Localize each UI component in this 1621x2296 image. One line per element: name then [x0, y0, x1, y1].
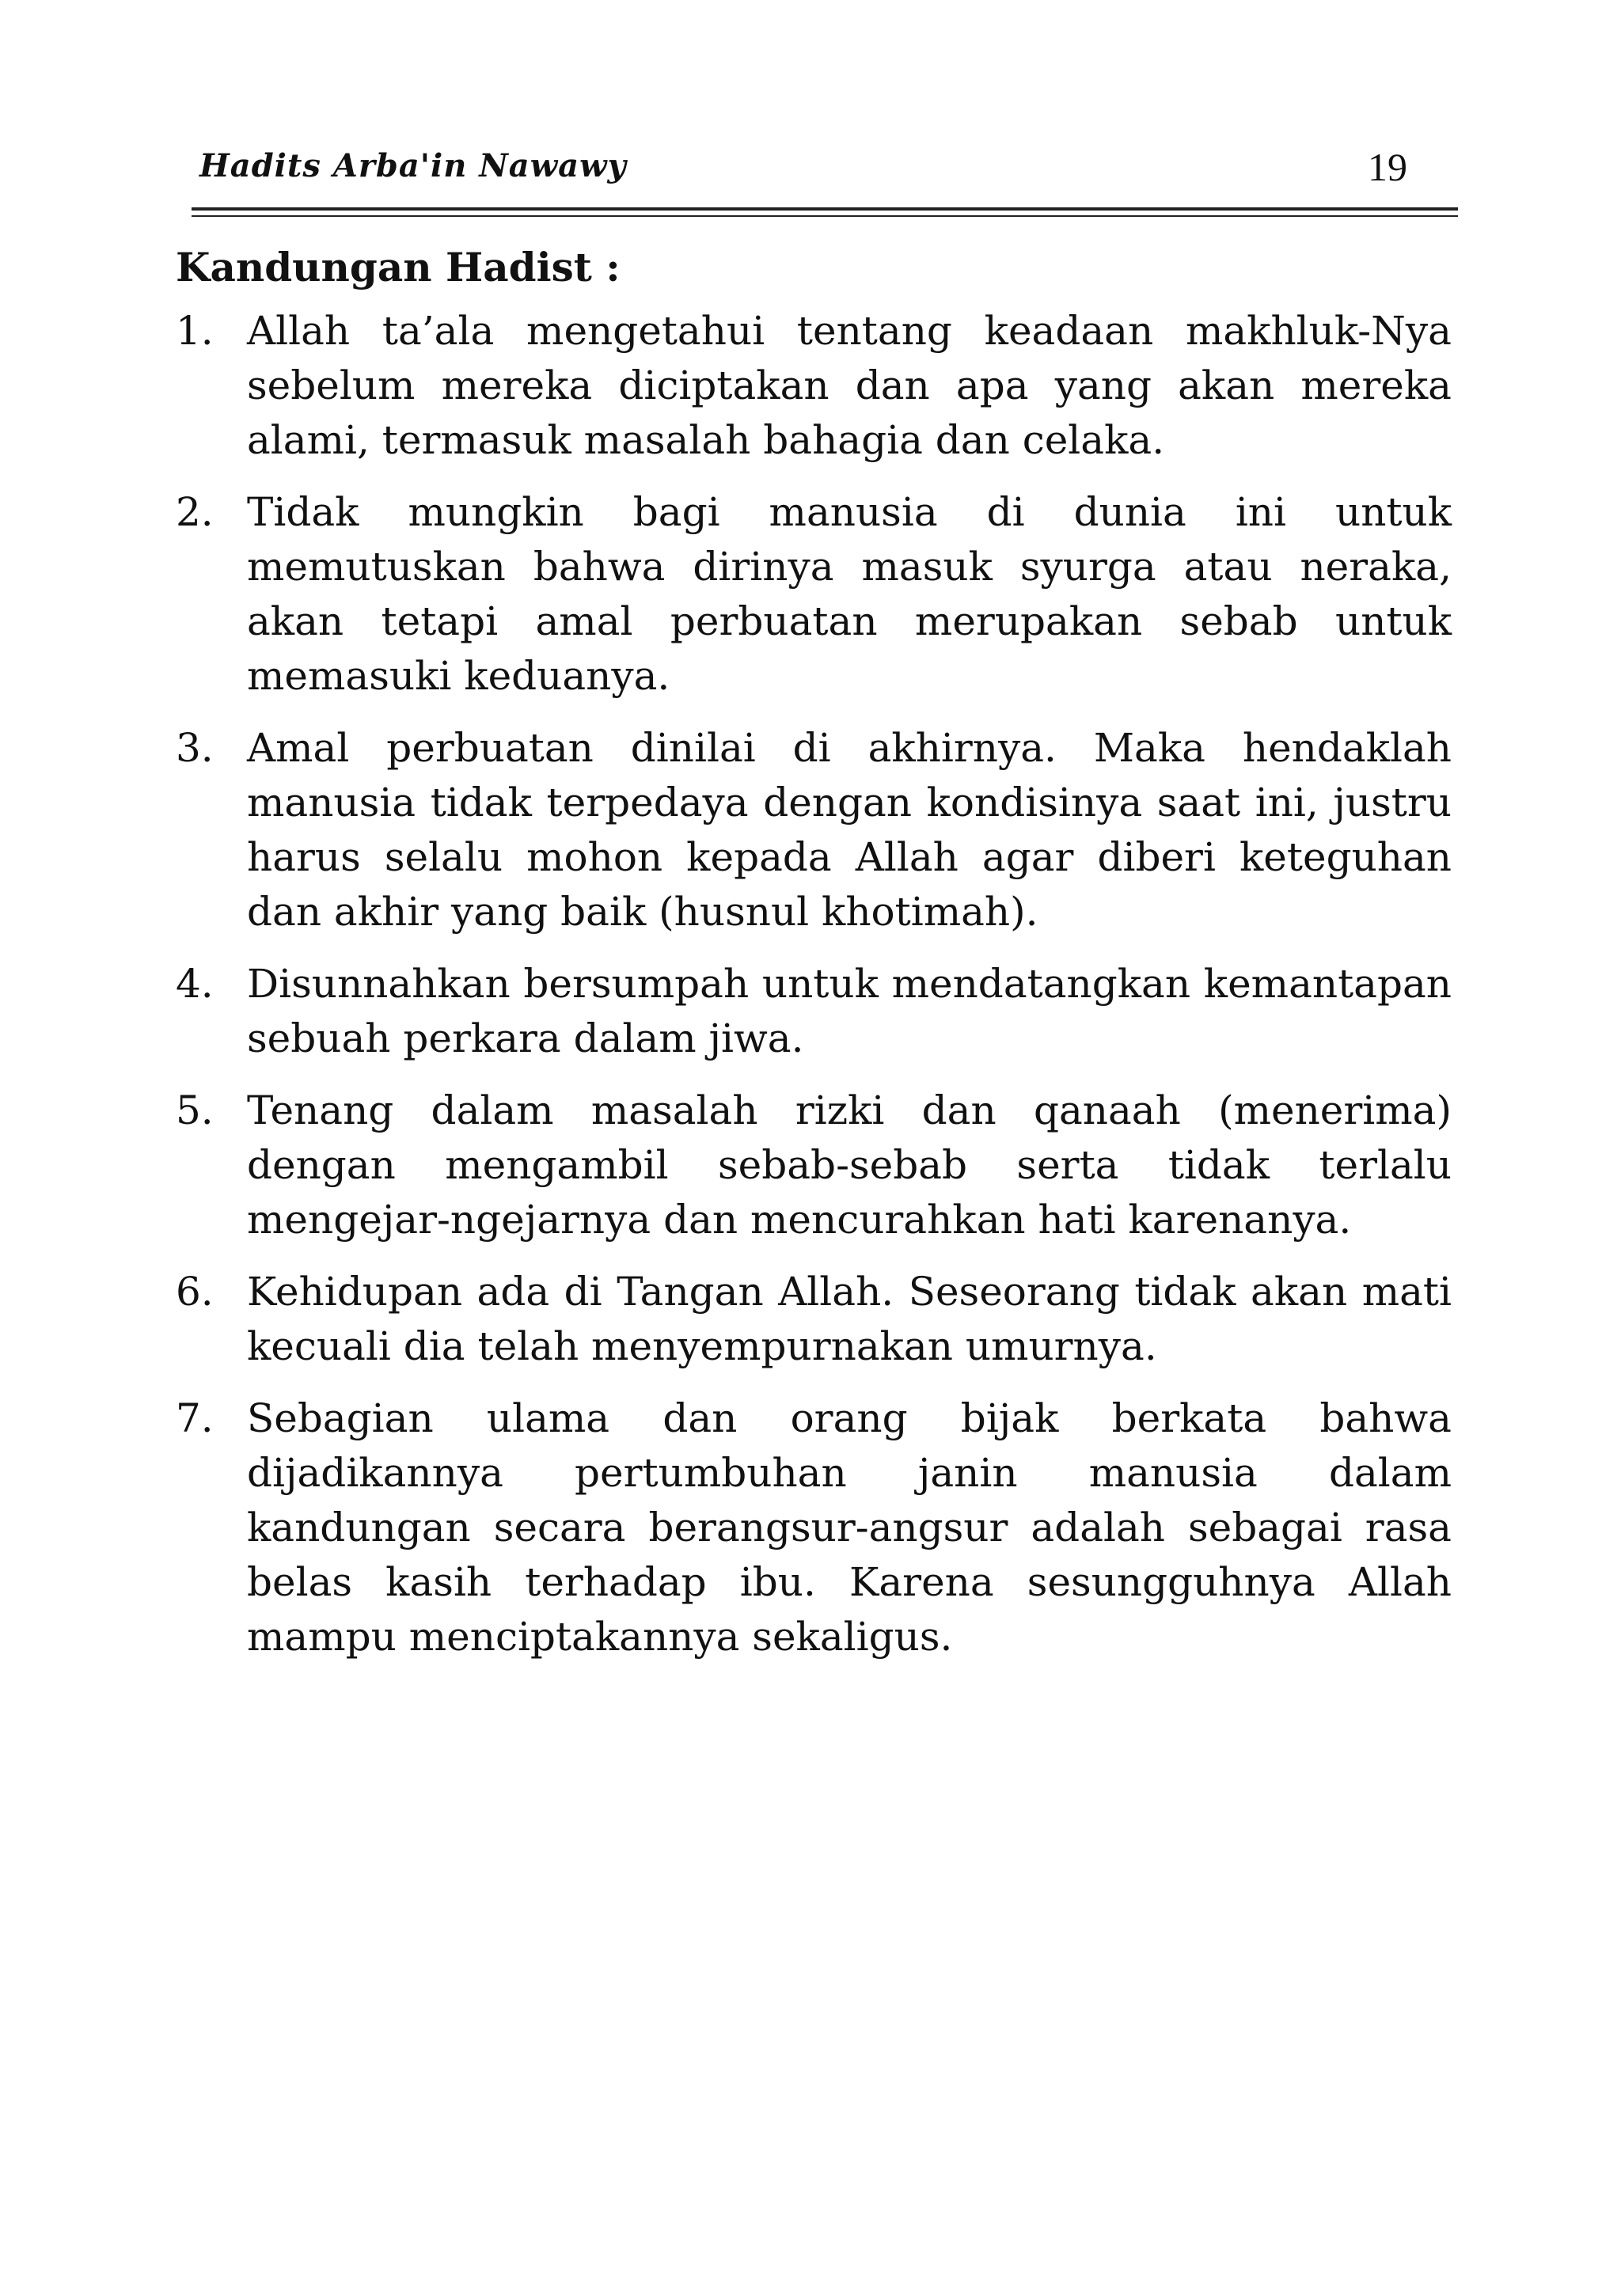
page-number: 19 — [1368, 145, 1407, 189]
list-item-text: Sebagian ulama dan orang bijak berkata bahwa dijadikannya pertumbuhan janin manusia dalam kandungan secara berangsur-angsur adalah sebagai rasa belas kasih terhadap ibu. Karena sesungguhnya Allah mampu menciptakannya sekaligus. — [247, 1395, 1452, 1660]
list-item — [176, 721, 1452, 939]
running-title: Hadits Arba'in Nawawy — [199, 147, 627, 184]
list-item-number: 2. — [176, 489, 214, 535]
list-item — [176, 1265, 1452, 1374]
list-item-text: Amal perbuatan dinilai di akhirnya. Maka hendaklah manusia tidak terpedaya dengan kondisinya saat ini, justru harus selalu mohon kepada Allah agar diberi keteguhan dan akhir yang baik (husnul khotimah). — [247, 725, 1452, 935]
list-item-text: Kehidupan ada di Tangan Allah. Seseorang tidak akan mati kecuali dia telah menyempurnakan umurnya. — [247, 1269, 1452, 1369]
list-item-text: Tidak mungkin bagi manusia di dunia ini untuk memutuskan bahwa dirinya masuk syurga atau neraka, akan tetapi amal perbuatan merupakan sebab untuk memasuki keduanya. — [247, 489, 1452, 699]
header-rule-thick — [192, 207, 1458, 211]
list-item-number: 1. — [176, 308, 214, 354]
list-item-text: Allah ta’ala mengetahui tentang keadaan makhluk-Nya sebelum mereka diciptakan dan apa yang akan mereka alami, termasuk masalah bahagia dan celaka. — [247, 308, 1452, 463]
page-content — [176, 237, 1452, 1682]
list-item-text: Tenang dalam masalah rizki dan qanaah (menerima) dengan mengambil sebab-sebab serta tidak terlalu mengejar-ngejarnya dan mencurahkan hati karenanya. — [247, 1087, 1452, 1243]
list-item-number: 4. — [176, 961, 214, 1007]
list-item-text: Disunnahkan bersumpah untuk mendatangkan kemantapan sebuah perkara dalam jiwa. — [247, 961, 1452, 1061]
list-item — [176, 485, 1452, 704]
page-header — [196, 141, 1456, 206]
header-rule-thin — [192, 215, 1458, 217]
list-item — [176, 957, 1452, 1066]
points-list — [176, 304, 1452, 1664]
list-item-number: 7. — [176, 1395, 214, 1441]
list-item — [176, 1391, 1452, 1664]
list-item — [176, 1083, 1452, 1247]
list-item-number: 6. — [176, 1269, 214, 1315]
list-item-number: 3. — [176, 725, 214, 771]
list-item-number: 5. — [176, 1087, 214, 1133]
list-item — [176, 304, 1452, 468]
section-title: Kandungan Hadist : — [176, 244, 621, 290]
